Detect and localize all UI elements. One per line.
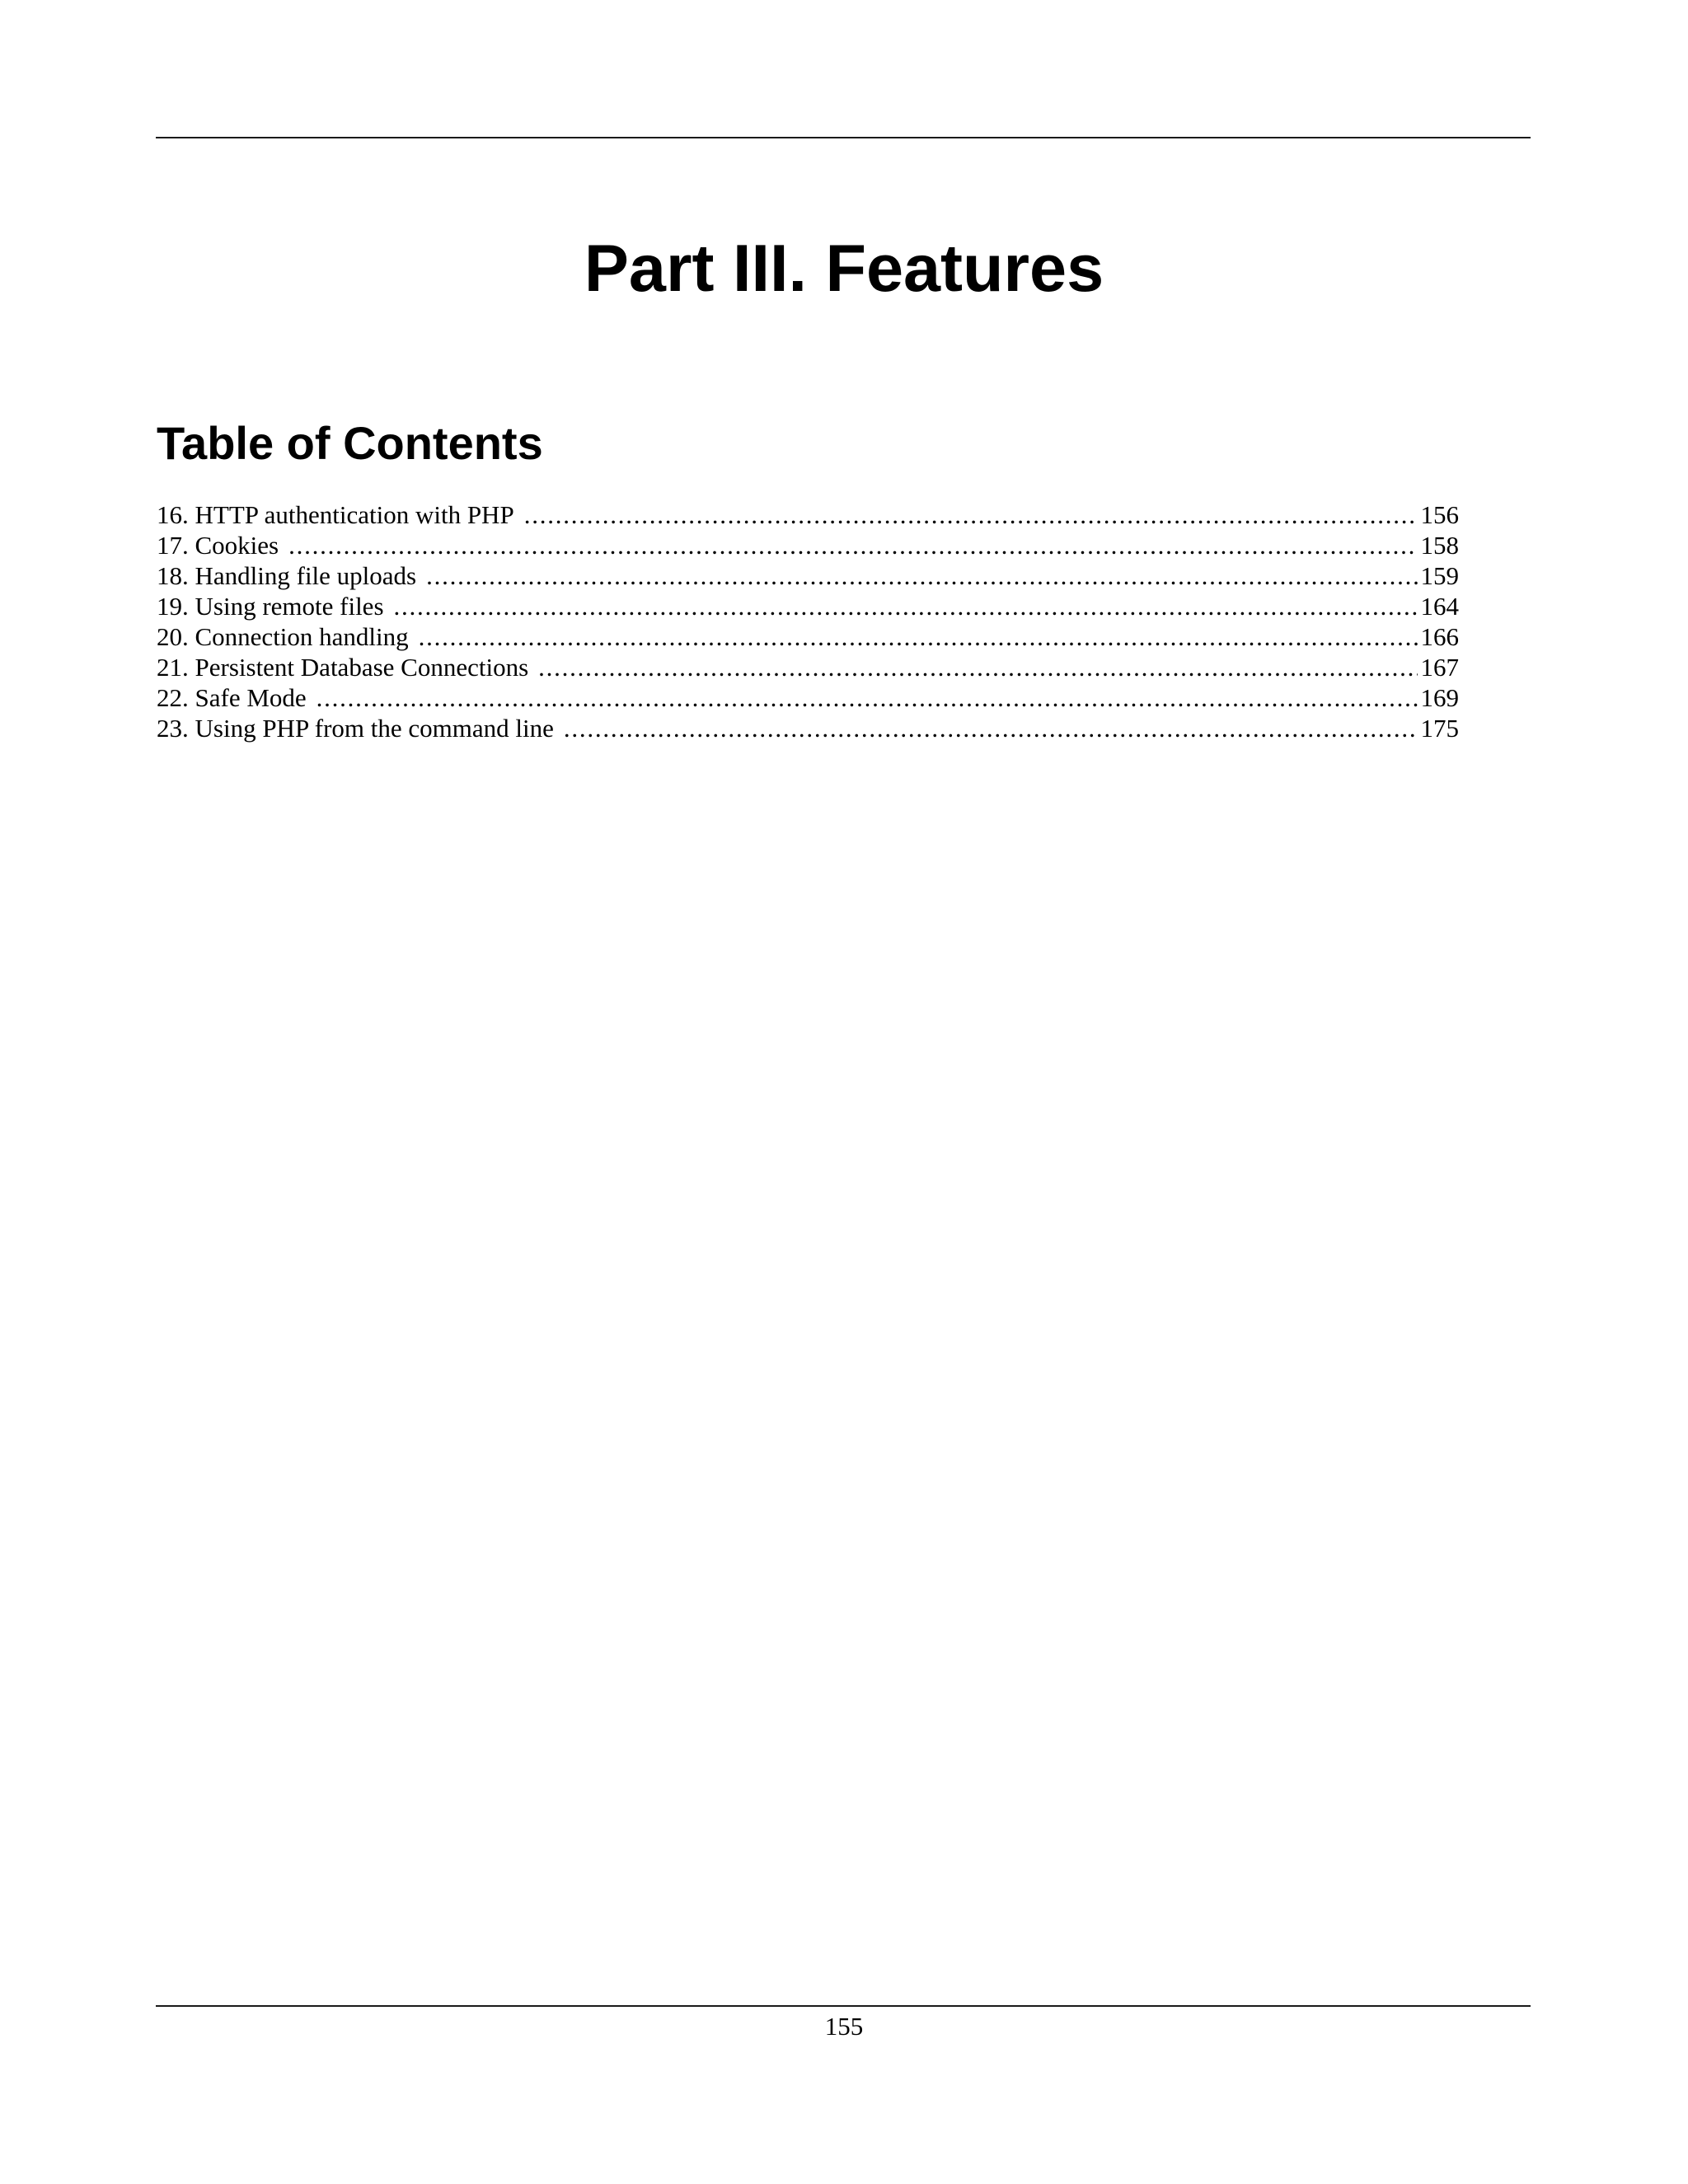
- toc-heading: Table of Contents: [157, 417, 543, 469]
- dot-leader: [426, 560, 1417, 591]
- toc-entry[interactable]: [157, 682, 1459, 713]
- toc-entry-title[interactable]: 23. Using PHP from the command line: [157, 714, 554, 743]
- toc-entry-page[interactable]: 167: [1420, 653, 1459, 682]
- dot-leader: [316, 682, 1418, 713]
- toc-entry[interactable]: [157, 652, 1459, 682]
- toc-entry[interactable]: [157, 591, 1459, 621]
- toc-entry-page[interactable]: 169: [1420, 683, 1459, 712]
- toc-entry[interactable]: [157, 713, 1459, 743]
- toc-entry-page[interactable]: 166: [1420, 622, 1459, 651]
- header-rule: [156, 137, 1531, 138]
- page-number: 155: [824, 2012, 864, 2041]
- toc-entry-page[interactable]: 164: [1420, 592, 1459, 621]
- toc-entry-title[interactable]: 17. Cookies: [157, 531, 279, 560]
- dot-leader: [394, 591, 1418, 621]
- toc-entry[interactable]: [157, 499, 1459, 530]
- dot-leader: [524, 499, 1418, 530]
- toc-entry-title[interactable]: 22. Safe Mode: [157, 683, 307, 712]
- dot-leader: [419, 621, 1418, 652]
- footer-rule: [156, 2005, 1531, 2007]
- toc-entry-title[interactable]: 20. Connection handling: [157, 622, 409, 651]
- toc-entry-page[interactable]: 158: [1420, 531, 1459, 560]
- table-of-contents: [157, 499, 1459, 743]
- part-title: Part III. Features: [584, 232, 1104, 306]
- toc-entry[interactable]: [157, 530, 1459, 560]
- toc-entry-title[interactable]: 16. HTTP authentication with PHP: [157, 500, 514, 529]
- toc-entry-title[interactable]: 18. Handling file uploads: [157, 561, 417, 590]
- toc-entry[interactable]: [157, 621, 1459, 652]
- toc-entry-page[interactable]: 156: [1420, 500, 1459, 529]
- toc-entry[interactable]: [157, 560, 1459, 591]
- toc-entry-title[interactable]: 21. Persistent Database Connections: [157, 653, 529, 682]
- dot-leader: [538, 652, 1417, 682]
- toc-entry-title[interactable]: 19. Using remote files: [157, 592, 384, 621]
- dot-leader: [288, 530, 1417, 560]
- toc-entry-page[interactable]: 159: [1420, 561, 1459, 590]
- toc-entry-page[interactable]: 175: [1420, 714, 1459, 743]
- dot-leader: [564, 713, 1418, 743]
